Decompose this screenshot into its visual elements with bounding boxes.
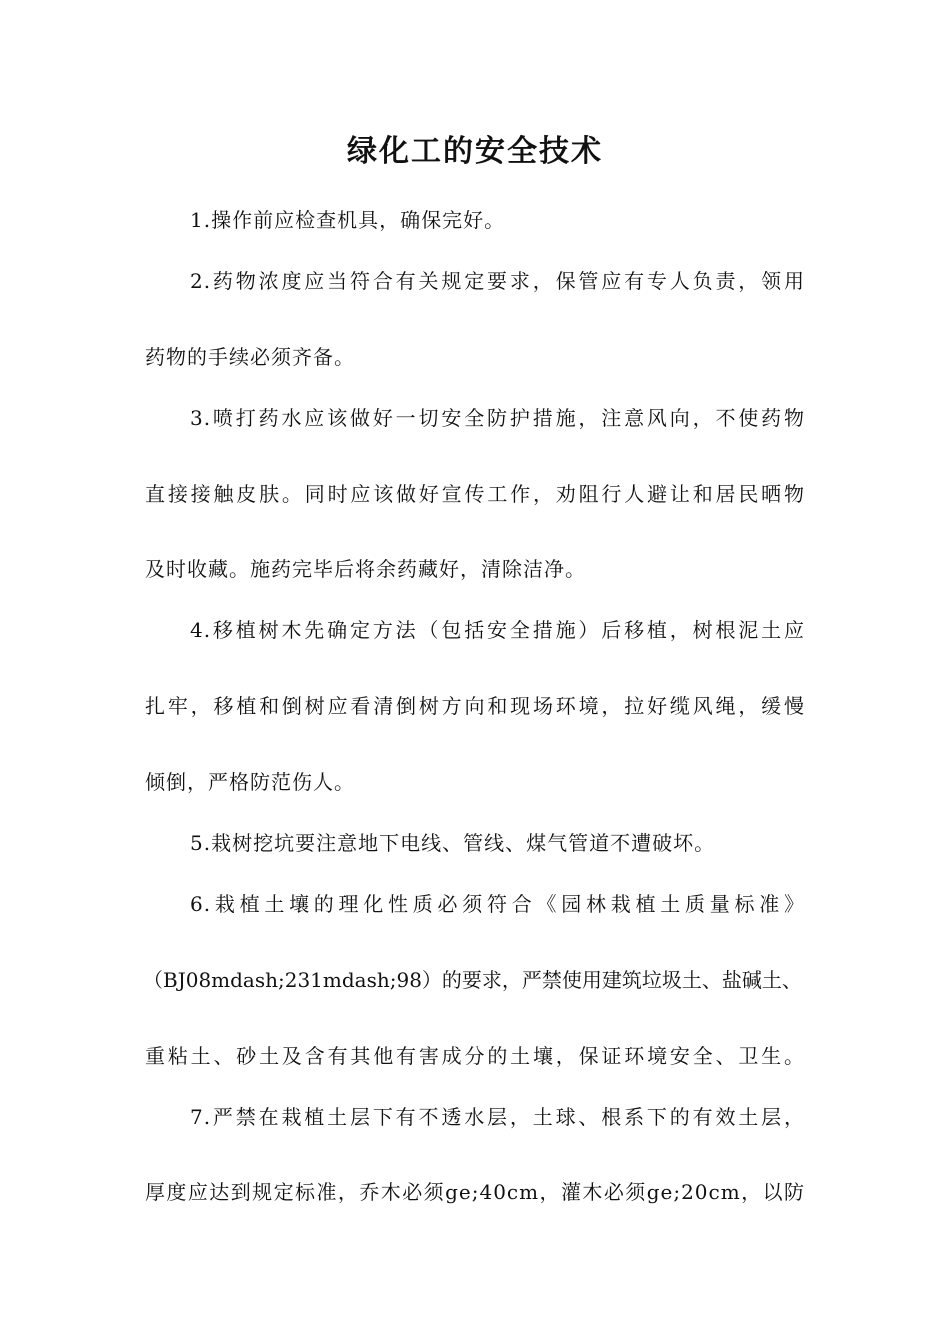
paragraph-line: 倾倒，严格防范伤人。 [145, 770, 355, 794]
paragraph-line: 直接接触皮肤。同时应该做好宣传工作，劝阻行人避让和居民晒物 [145, 482, 805, 506]
paragraph-line: 6.栽植土壤的理化性质必须符合《园林栽植土质量标准》 [190, 892, 805, 916]
paragraph-line: 7.严禁在栽植土层下有不透水层，土球、根系下的有效土层， [190, 1105, 805, 1129]
paragraph-line: 厚度应达到规定标准，乔木必须ge;40cm，灌木必须ge;20cm，以防 [145, 1180, 805, 1204]
paragraph-line: 2.药物浓度应当符合有关规定要求，保管应有专人负责，领用 [190, 269, 805, 293]
paragraph-line: 及时收藏。施药完毕后将余药藏好，清除洁净。 [145, 557, 586, 581]
paragraph-line: 5.栽树挖坑要注意地下电线、管线、煤气管道不遭破坏。 [190, 831, 716, 855]
paragraph-line: 扎牢，移植和倒树应看清倒树方向和现场环境，拉好缆风绳，缓慢 [145, 694, 805, 718]
paragraph-line: 药物的手续必须齐备。 [145, 345, 355, 369]
paragraph-line: 重粘土、砂土及含有其他有害成分的土壤，保证环境安全、卫生。 [145, 1044, 805, 1068]
paragraph-line: （BJ08mdash;231mdash;98）的要求，严禁使用建筑垃圾土、盐碱土、 [143, 968, 802, 992]
paragraph-line: 1.操作前应检查机具，确保完好。 [190, 208, 506, 232]
paragraph-line: 3.喷打药水应该做好一切安全防护措施，注意风向，不使药物 [190, 406, 805, 430]
paragraph-line: 4.移植树木先确定方法（包括安全措施）后移植，树根泥土应 [190, 618, 805, 642]
document-title: 绿化工的安全技术 [347, 134, 603, 169]
